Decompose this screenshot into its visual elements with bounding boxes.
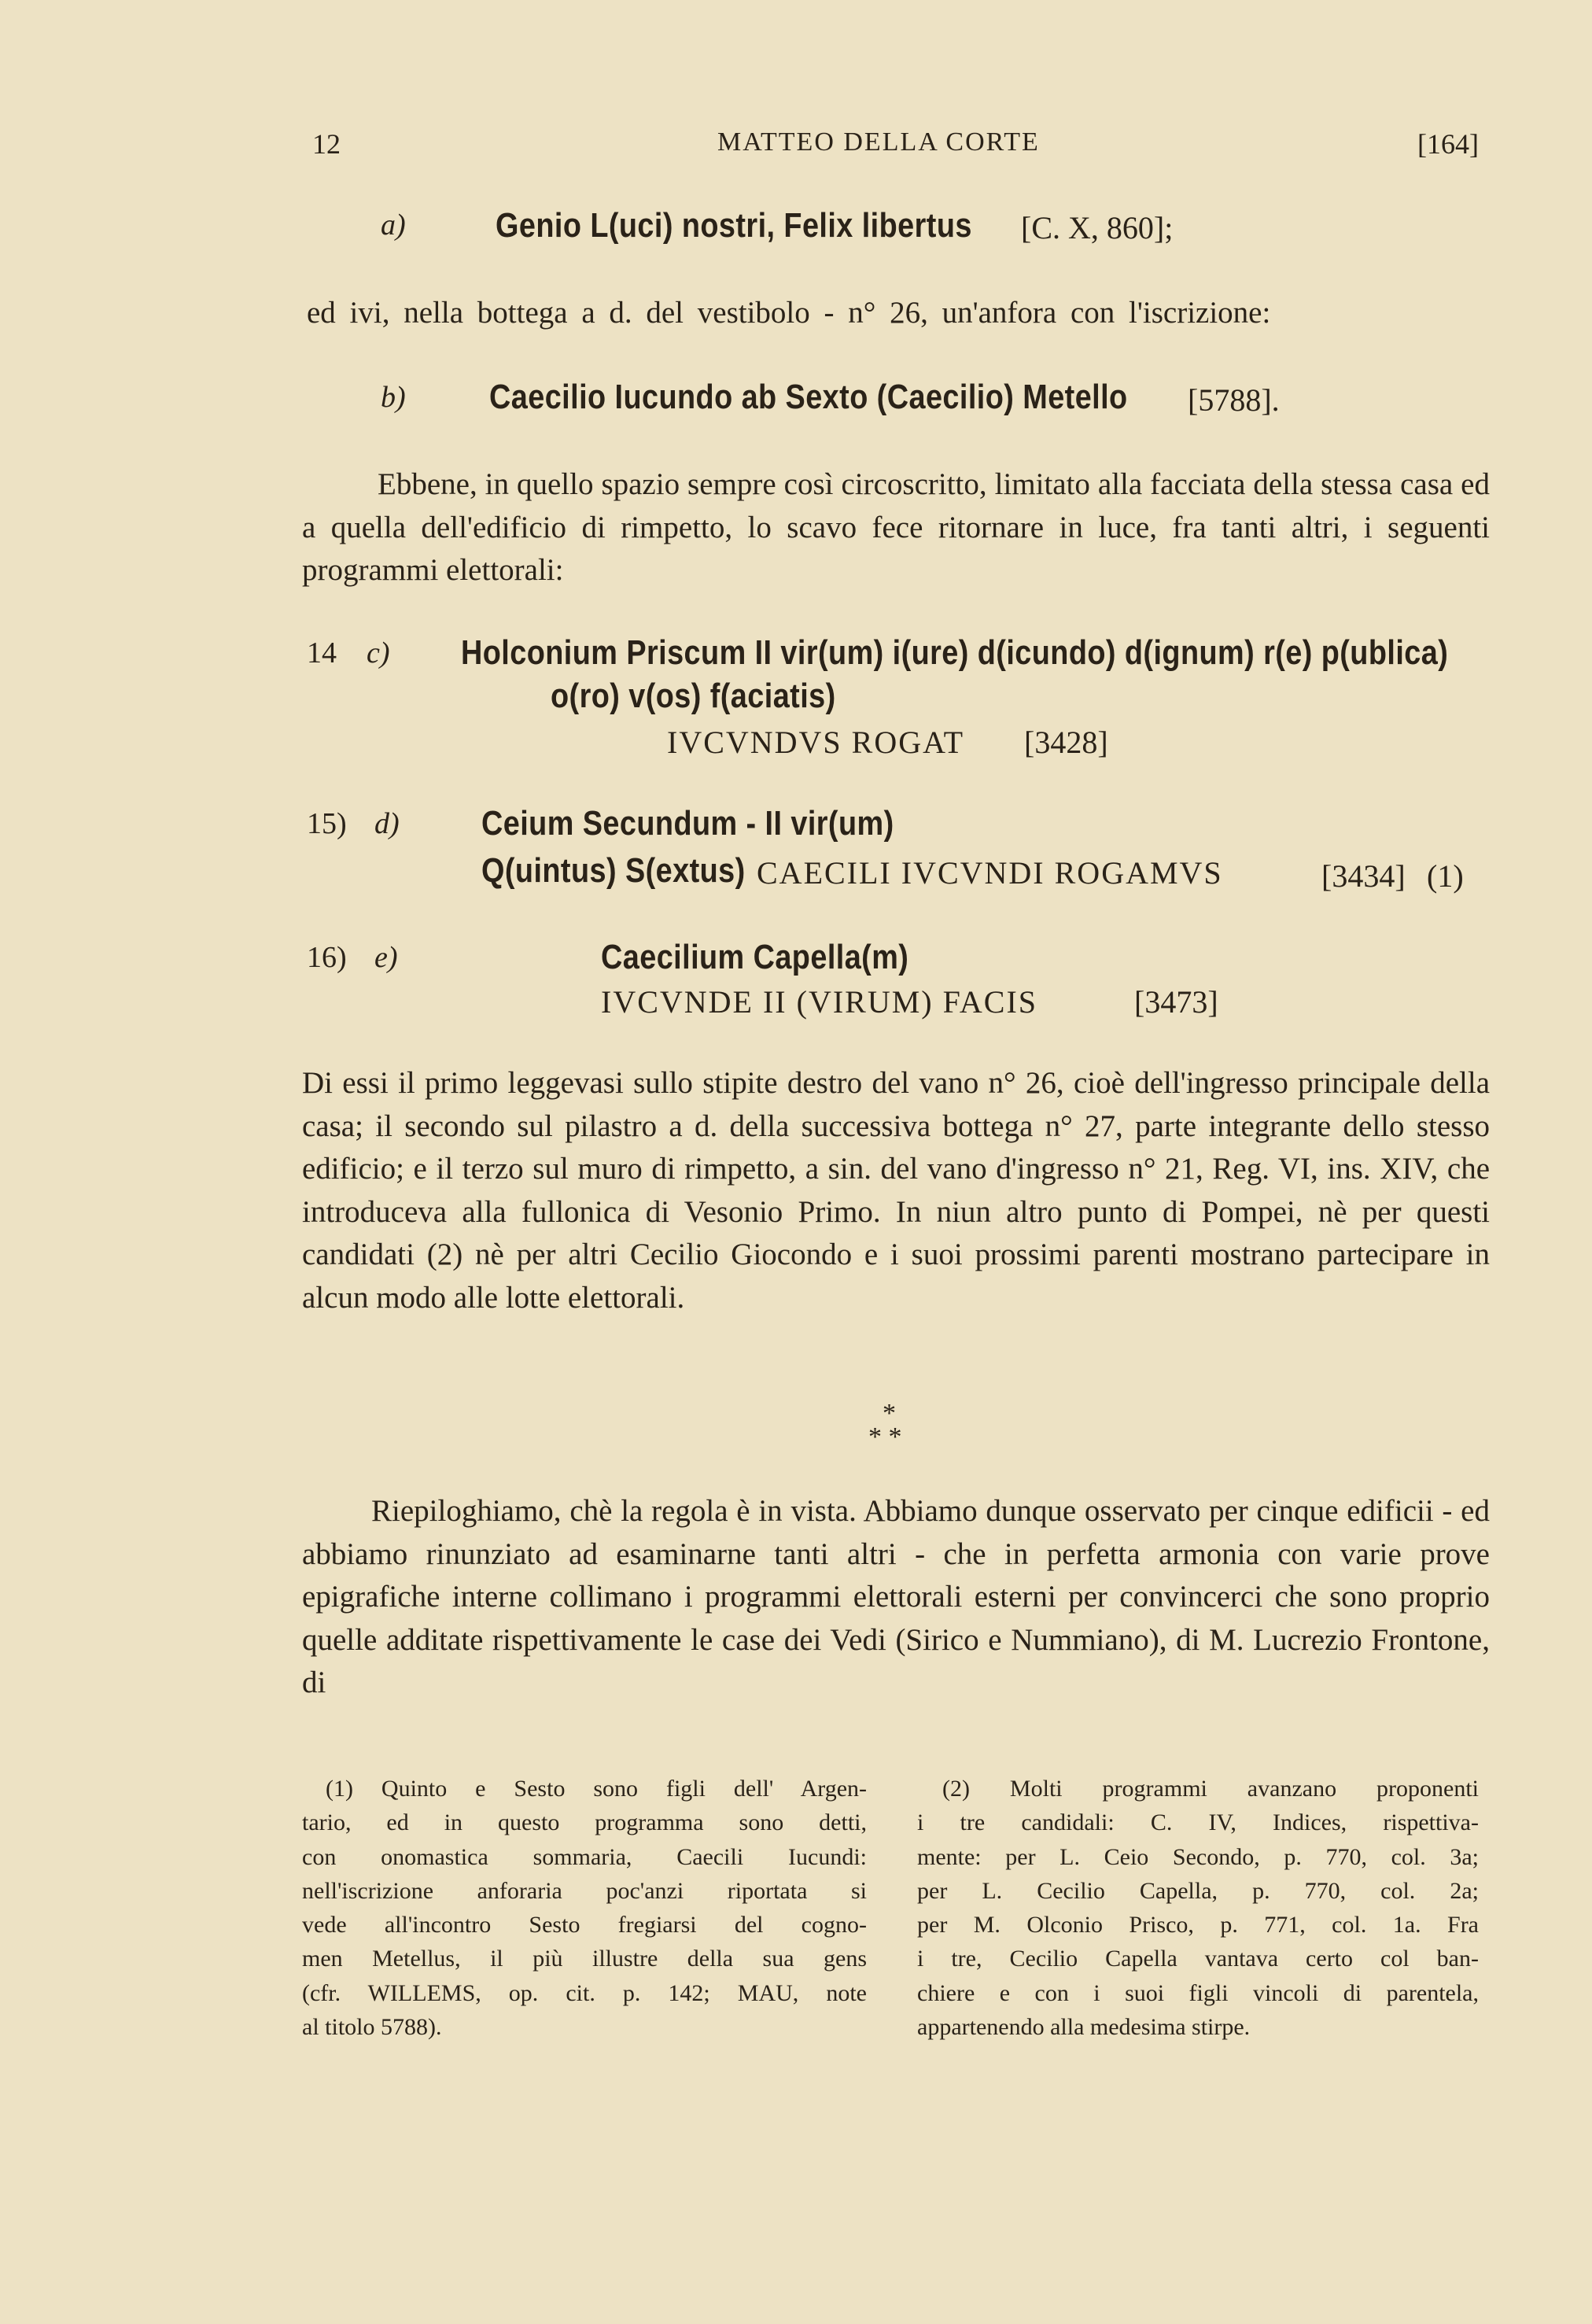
program-d-label: d) [374, 807, 400, 840]
asterism-top: * [883, 1399, 896, 1428]
footnote-line: i tre, Cecilio Capella vantava certo col ban- [917, 1946, 1479, 1972]
footnote-line: tario, ed in questo programma sono detti, [302, 1809, 867, 1836]
footnote-2 [917, 1772, 1479, 2044]
program-c-number: 14 [307, 636, 337, 670]
inscription-b-reference: [5788]. [1188, 382, 1280, 418]
text-line: ed ivi, nella bottega a d. del vestibolo - n° 26, un'anfora con l'iscrizione: [307, 296, 1271, 330]
footnote-line: per L. Cecilio Capella, p. 770, col. 2a; [917, 1877, 1479, 1904]
footnote-line: per M. Olconio Prisco, p. 771, col. 1a. Fra [917, 1912, 1479, 1939]
running-title: MATTEO DELLA CORTE [717, 127, 1040, 157]
footnote-line: men Metellus, il più illustre della sua gens [302, 1946, 867, 1972]
program-c-line-3: IVCVNDVS ROGAT [667, 725, 965, 760]
program-e-line-2: IVCVNDE II (VIRUM) FACIS [601, 984, 1038, 1020]
inscription-a-label: a) [381, 208, 406, 242]
footnote-line: (1) Quinto e Sesto sono figli dell' Argen- [326, 1776, 867, 1802]
footnote-line: (cfr. WILLEMS, op. cit. p. 142; MAU, note [302, 1979, 867, 2006]
footnote-line: appartenendo alla medesima stirpe. [917, 2014, 1251, 2041]
program-c-line-2: o(ro) v(os) f(aciatis) [551, 677, 836, 715]
page-reference: [164] [1417, 128, 1479, 160]
footnote-line: nell'iscrizione anforaria poc'anzi riportata si [302, 1877, 867, 1904]
program-d-line-1: Ceium Secundum - II vir(um) [481, 804, 894, 843]
footnote-line: al titolo 5788). [302, 2014, 442, 2041]
footnote-line: con onomastica sommaria, Caecili Iucundi: [302, 1843, 867, 1870]
inscription-a-reference: [C. X, 860]; [1021, 210, 1174, 245]
program-e-number: 16) [307, 941, 347, 974]
inscription-a-text: Genio L(uci) nostri, Felix libertus [496, 206, 972, 245]
program-c-line-1: Holconium Priscum II vir(um) i(ure) d(icundo) d(ignum) r(e) p(ublica) [461, 633, 1449, 672]
program-e-reference: [3473] [1134, 984, 1218, 1020]
program-e-label: e) [374, 941, 398, 974]
footnote-line: mente: per L. Ceio Secondo, p. 770, col. 3a; [917, 1843, 1479, 1870]
footnote-line: chiere e con i suoi figli vincoli di parentela, [917, 1979, 1479, 2006]
program-d-reference: [3434] [1321, 858, 1406, 894]
footnote-marker-1: (1) [1427, 858, 1464, 894]
page-number: 12 [312, 128, 341, 160]
inscription-b-text: Caecilio Iucundo ab Sexto (Caecilio) Metello [489, 378, 1128, 416]
paragraph: Ebbene, in quello spazio sempre così circoscritto, limitato alla facciata della stessa casa ed a quella dell'edificio di rimpetto, lo scavo fece ritornare in luce, fra tanti altri, i seguenti programmi elettorali: [302, 467, 1490, 588]
paragraph: Riepiloghiamo, chè la regola è in vista. Abbiamo dunque osservato per cinque edificii - ed abbiamo rinunziato ad esaminarne tanti altri - che in perfetta armonia con varie prove epigrafiche interne collimano i programmi elettorali esterni per convincerci che sono proprio quelle additate rispettivamente le case dei Vedi (Sirico e Nummiano), di M. Lucrezio Frontone, di [302, 1494, 1490, 1700]
program-d-number: 15) [307, 807, 347, 840]
program-e-line-1: Caecilium Capella(m) [601, 938, 909, 976]
footnote-1 [302, 1772, 867, 2044]
footnote-line: vede all'incontro Sesto fregiarsi del cogno- [302, 1912, 867, 1939]
asterism-bottom: * * [868, 1422, 902, 1452]
footnote-line: (2) Molti programmi avanzano proponenti [942, 1776, 1479, 1802]
footnote-line: i tre candidali: C. IV, Indices, rispettiva- [917, 1809, 1479, 1836]
program-d-line-2-caps: CAECILI IVCVNDI ROGAMVS [757, 855, 1223, 891]
paragraph: Di essi il primo leggevasi sullo stipite destro del vano n° 26, cioè dell'ingresso principale della casa; il secondo sul pilastro a d. della successiva bottega n° 27, parte integrante dello stesso edificio; e il terzo sul muro di rimpetto, a sin. del vano d'ingresso n° 21, Reg. VI, ins. XIV, che introduceva alla fullonica di Vesonio Primo. In niun altro punto di Pompei, nè per questi candidati (2) nè per altri Cecilio Giocondo e i suoi prossimi parenti mostrano partecipare in alcun modo alle lotte elettorali. [302, 1066, 1490, 1315]
program-c-label: c) [367, 636, 390, 670]
program-c-reference: [3428] [1024, 725, 1108, 760]
program-d-line-2-bold: Q(uintus) S(extus) [481, 851, 746, 890]
inscription-b-label: b) [381, 381, 406, 414]
